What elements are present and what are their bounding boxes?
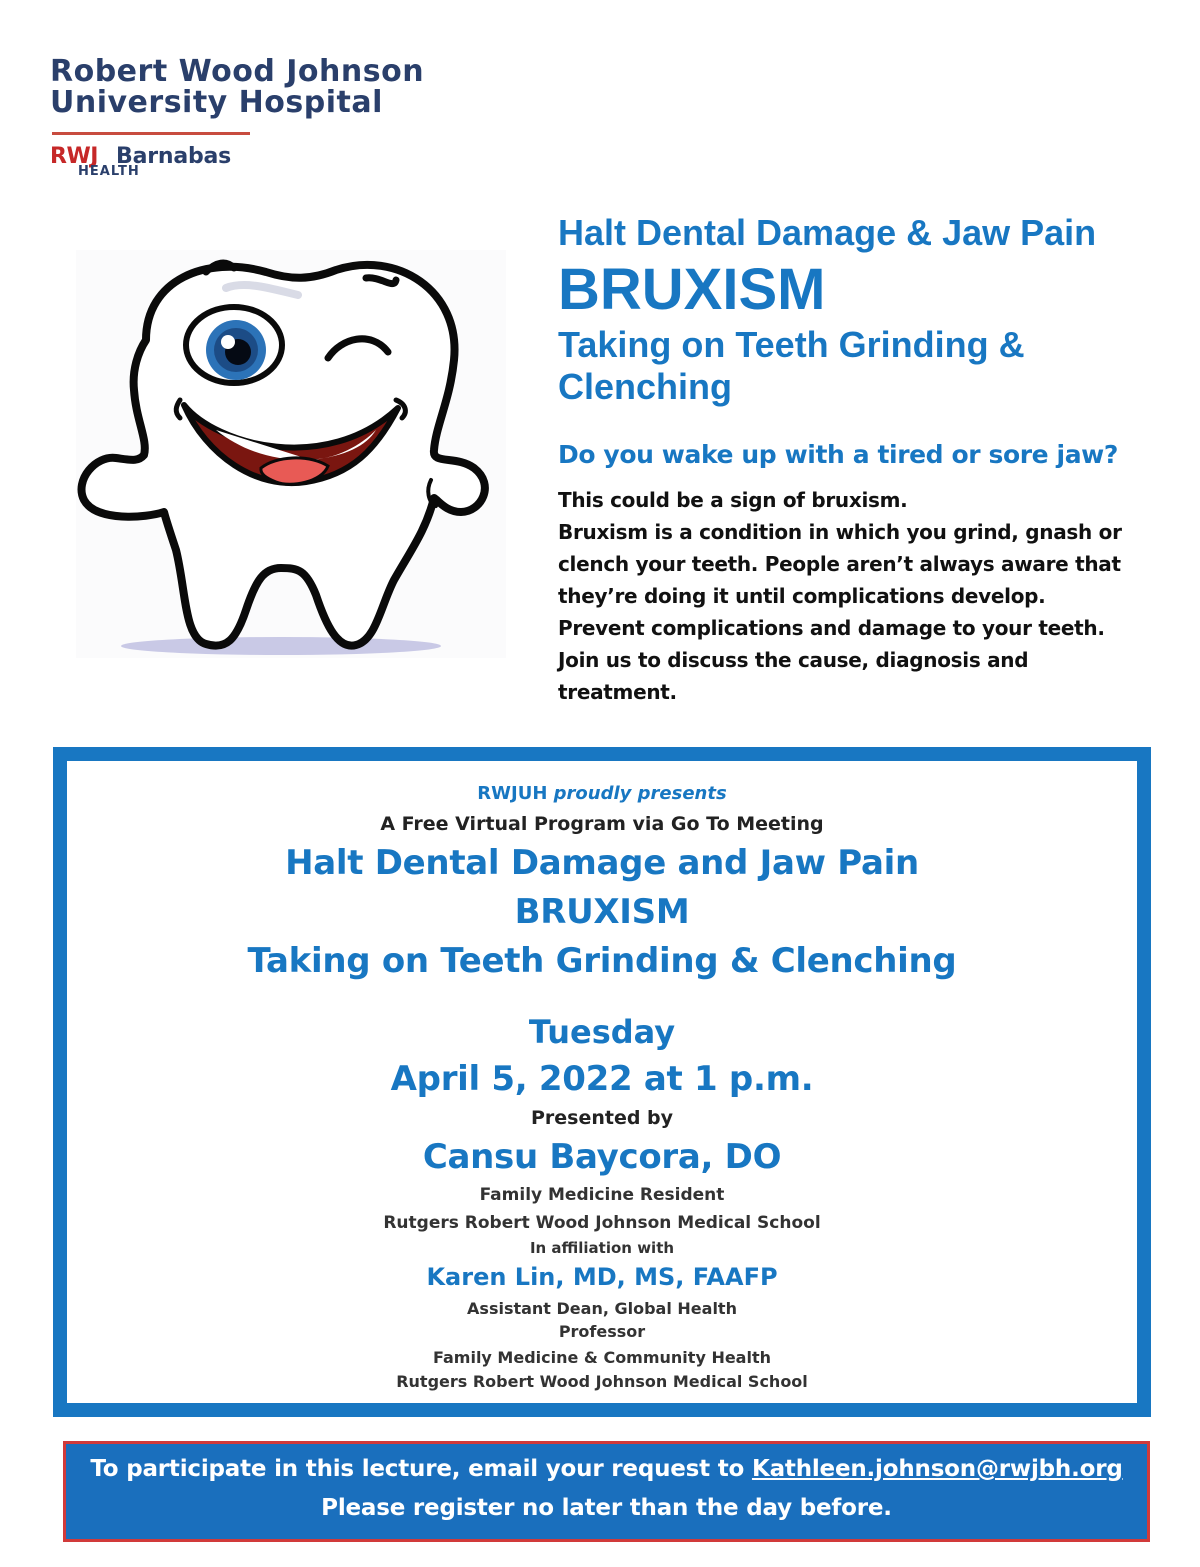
program-day: Tuesday (528, 1013, 676, 1051)
logo-hospital-line1: Robert Wood Johnson (50, 54, 425, 89)
email-link[interactable]: Kathleen.johnson@rwjbh.org (751, 1456, 1123, 1482)
intro-body-line: clench your teeth. People aren’t always aware that (558, 552, 1121, 576)
tooth-cartoon-icon (76, 250, 506, 658)
intro-subtitle-line2: Clenching (558, 366, 733, 407)
registration-banner (63, 1441, 1150, 1542)
presented-by-label: Presented by (530, 1107, 674, 1129)
intro-body-line: they’re doing it until complications develop. (558, 584, 1046, 608)
program-title-line1: Halt Dental Damage and Jaw Pain (285, 843, 919, 883)
intro-question: Do you wake up with a tired or sore jaw? (558, 440, 1118, 469)
registration-text: To participate in this lecture, email your request to (90, 1456, 752, 1482)
program-format: A Free Virtual Program via Go To Meeting (380, 813, 824, 835)
affiliation-label: In affiliation with (529, 1239, 675, 1257)
intro-body-line: Prevent complications and damage to your teeth. (558, 616, 1105, 640)
speaker1-role: Family Medicine Resident (479, 1185, 725, 1205)
program-presents (67, 783, 1137, 804)
registration-line1 (66, 1456, 1147, 1482)
speaker2-title1: Assistant Dean, Global Health (467, 1299, 737, 1318)
hospital-logo (50, 56, 510, 180)
intro-body-line: This could be a sign of bruxism. (558, 488, 908, 512)
logo-divider (52, 132, 250, 135)
intro-body (558, 484, 1158, 708)
intro-body-line: treatment. (558, 680, 677, 704)
intro-body-line: Bruxism is a condition in which you grind, gnash or (558, 520, 1122, 544)
logo-health: HEALTH (78, 164, 140, 179)
program-title-line2: BRUXISM (514, 892, 690, 932)
logo-rwj: RWJ (50, 144, 98, 169)
intro-title: BRUXISM (558, 257, 826, 322)
presenter-org: RWJUH (477, 783, 548, 804)
intro-body-line: Join us to discuss the cause, diagnosis and (558, 648, 1029, 672)
intro-subtitle-line1: Taking on Teeth Grinding & (558, 324, 1025, 365)
speaker2-name: Karen Lin, MD, MS, FAAFP (426, 1263, 778, 1291)
program-box (53, 747, 1151, 1417)
speaker1-org: Rutgers Robert Wood Johnson Medical School (383, 1213, 821, 1233)
winking-tooth-illustration (76, 250, 506, 658)
logo-hospital-line2: University Hospital (50, 85, 383, 120)
logo-barnabas: Barnabas (116, 144, 232, 169)
intro-headline: Halt Dental Damage & Jaw Pain (558, 212, 1097, 253)
program-title-line3: Taking on Teeth Grinding & Clenching (247, 941, 957, 981)
speaker2-title2: Professor (558, 1322, 646, 1341)
registration-deadline: Please register no later than the day before. (321, 1495, 892, 1521)
speaker2-org: Rutgers Robert Wood Johnson Medical School (396, 1372, 808, 1391)
speaker2-dept: Family Medicine & Community Health (433, 1348, 771, 1367)
program-date-time: April 5, 2022 at 1 p.m. (390, 1059, 814, 1099)
presents-text: proudly presents (553, 783, 727, 804)
speaker1-name: Cansu Baycora, DO (422, 1137, 782, 1177)
